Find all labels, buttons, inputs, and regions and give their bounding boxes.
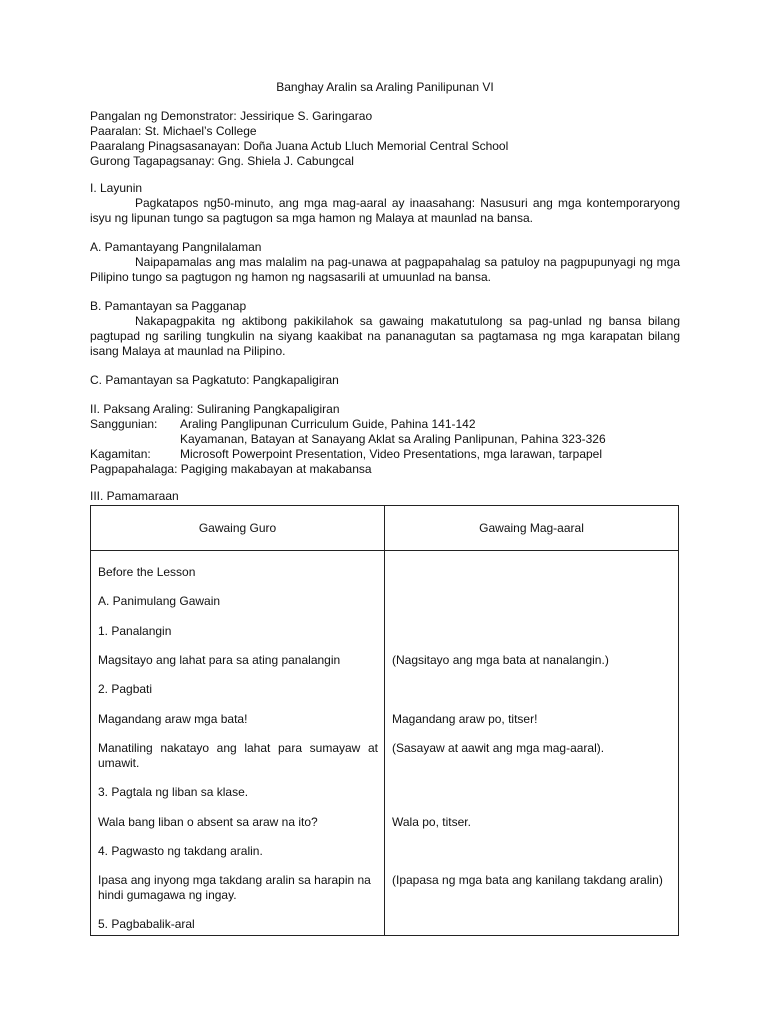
pamamaraan-table — [90, 505, 679, 936]
guro-line: Wala bang liban o absent sa araw na ito? — [98, 815, 318, 829]
pagkatuto-line: C. Pamantayan sa Pagkatuto: Pangkapaligiran — [90, 373, 339, 387]
header-info — [90, 109, 680, 169]
guro-line: 2. Pagbati — [98, 682, 153, 696]
guro-line: 3. Pagtala ng liban sa klase. — [98, 785, 249, 799]
kagamitan-row — [90, 447, 680, 462]
cooperating-teacher-line: Gurong Tagapagsanay: Gng. Shiela J. Cabungcal — [90, 154, 354, 168]
layunin-body: Pagkatapos ng50-minuto, ang mga mag-aaral ay inaasahang: Nasusuri ang mga kontemporaryong isyu ng lipunan tungo sa pagtugon sa mga hamon ng Malaya at maunlad na bansa. — [90, 196, 680, 225]
sanggunian-2: Kayamanan, Batayan at Sanayang Aklat sa Araling Panlipunan, Pahina 323-326 — [180, 432, 606, 446]
table-header-row — [91, 506, 679, 551]
magaaral-line: Magandang araw po, titser! — [392, 712, 538, 726]
sanggunian-label: Sanggunian: — [90, 417, 158, 431]
pangnilalaman-heading: A. Pamantayang Pangnilalaman — [90, 240, 262, 254]
pamantayang-pangnilalaman-section — [90, 240, 680, 285]
pagganap-heading: B. Pamantayan sa Pagganap — [90, 299, 247, 313]
guro-cell — [91, 551, 385, 936]
demonstrator-line: Pangalan ng Demonstrator: Jessirique S. Garingarao — [90, 109, 373, 123]
sanggunian-row-2 — [90, 432, 680, 447]
guro-line: Magsitayo ang lahat para sa ating panalangin — [98, 653, 341, 667]
practice-school-line: Paaralang Pinagsasanayan: Doña Juana Actub Lluch Memorial Central School — [90, 139, 509, 153]
sanggunian-row — [90, 417, 680, 432]
table-row — [91, 551, 679, 936]
column-header-guro: Gawaing Guro — [91, 506, 385, 551]
paksa-heading: II. Paksang Araling: Suliraning Pangkapaligiran — [90, 402, 340, 416]
guro-line: 4. Pagwasto ng takdang aralin. — [98, 844, 263, 858]
column-header-magaaral: Gawaing Mag-aaral — [385, 506, 679, 551]
pamamaraan-heading: III. Pamamaraan — [90, 489, 179, 503]
school-line: Paaralan: St. Michael’s College — [90, 124, 257, 138]
magaaral-line: Wala po, titser. — [392, 815, 471, 829]
paksang-aralin-section — [90, 402, 680, 477]
kagamitan-value: Microsoft Powerpoint Presentation, Video Presentations, mga larawan, tarpapel — [180, 447, 603, 461]
guro-line: Magandang araw mga bata! — [98, 712, 248, 726]
guro-line: Ipasa ang inyong mga takdang aralin sa harapin na hindi gumagawa ng ingay. — [98, 873, 371, 902]
guro-line: Manatiling nakatayo ang lahat para sumayaw at umawit. — [98, 741, 378, 770]
layunin-heading: I. Layunin — [90, 181, 143, 195]
magaaral-line: (Sasayaw at aawit ang mga mag-aaral). — [392, 741, 605, 755]
magaaral-line: (Nagsitayo ang mga bata at nanalangin.) — [392, 653, 609, 667]
guro-line: 1. Panalangin — [98, 624, 172, 638]
document-title: Banghay Aralin sa Araling Panilipunan VI — [276, 80, 494, 94]
layunin-section — [90, 181, 680, 226]
pagpapahalaga-line: Pagpapahalaga: Pagiging makabayan at makabansa — [90, 462, 372, 476]
pangnilalaman-body: Naipapamalas ang mas malalim na pag-unawa at pagpapahalag sa patuloy na pagpupunyagi ng mga Pilipino tungo sa pagtugon ng hamon ng nagsasarili at umuunlad na bansa. — [90, 255, 680, 284]
sanggunian-1: Araling Panglipunan Curriculum Guide, Pahina 141-142 — [180, 417, 476, 431]
guro-line: 5. Pagbabalik-aral — [98, 917, 195, 931]
pamantayan-pagganap-section — [90, 299, 680, 359]
guro-line: Before the Lesson — [98, 565, 196, 579]
magaaral-line: (Ipapasa ng mga bata ang kanilang takdang aralin) — [392, 873, 663, 887]
magaaral-cell — [385, 551, 679, 936]
kagamitan-label: Kagamitan: — [90, 447, 151, 461]
pagganap-body: Nakapagpakita ng aktibong pakikilahok sa gawaing makatutulong sa pag-unlad ng bansa bilang pagtupad ng sariling tungkulin na siyang kaakibat na pananagutan sa pagtamasa ng mga karapatan bilang isang Malaya at maunlad na Pilipino. — [90, 314, 680, 358]
guro-line: A. Panimulang Gawain — [98, 594, 221, 608]
